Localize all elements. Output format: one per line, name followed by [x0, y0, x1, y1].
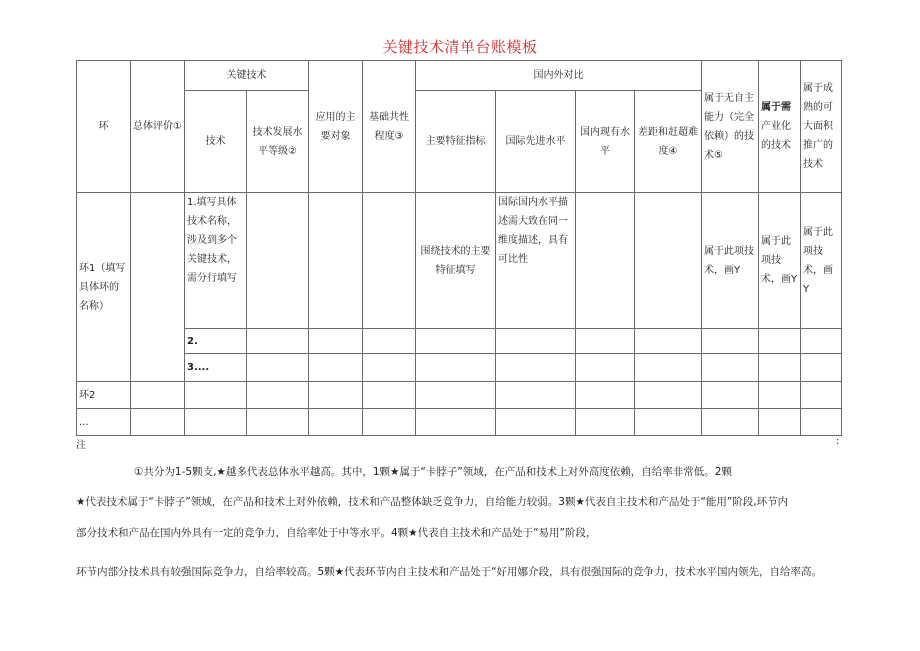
- cell-empty: [309, 329, 363, 354]
- cell-empty: [759, 409, 801, 436]
- cell-empty: [635, 382, 702, 409]
- cell-empty: [759, 329, 801, 354]
- cell-link2: 环2: [77, 382, 131, 409]
- cell-empty: [496, 382, 576, 409]
- cell-empty: [759, 354, 801, 382]
- cell-empty: [496, 354, 576, 382]
- cell-empty: [576, 354, 635, 382]
- cell-empty: [309, 354, 363, 382]
- cell-empty: [363, 409, 416, 436]
- cell-empty: [363, 329, 416, 354]
- cell-empty: [363, 354, 416, 382]
- cell-empty: [185, 409, 247, 436]
- header-row-1: [77, 61, 842, 91]
- cell-empty: [247, 329, 309, 354]
- cell-link1-name: 环1（填写具体环的名称）: [77, 193, 131, 382]
- note-paragraph-1: ①共分为1-5颗支,★越多代表总体水平越高。其中，1颗★属于“卡脖子”领域，在产品和技术上对外高度依赖，自给率非常低。2颗: [134, 466, 732, 478]
- cell-empty: [416, 409, 496, 436]
- cell-mark-mature: 属于此项技术，画Y: [801, 193, 842, 329]
- header-tech-level: 技术发展水平等级②: [247, 91, 309, 193]
- cell-empty: [702, 329, 759, 354]
- cell-empty: [363, 382, 416, 409]
- table-row-link2: [77, 382, 842, 409]
- header-gap-difficulty: 差距和赶超难度④: [635, 91, 702, 193]
- header-mature-promotion: 属于成熟的可大面积推广的技术: [801, 61, 842, 193]
- notes-label: 注: [76, 440, 86, 451]
- table-row-tech2: [77, 329, 842, 354]
- header-link: 环: [77, 61, 131, 193]
- cell-empty: [576, 382, 635, 409]
- cell-empty: [309, 193, 363, 329]
- cell-empty: [576, 409, 635, 436]
- cell-empty: [416, 382, 496, 409]
- cell-intl-level-fill: 国际国内水平描述需大致在同一维度描述，具有可比性: [496, 193, 576, 329]
- cell-empty: [496, 409, 576, 436]
- cell-empty: [416, 354, 496, 382]
- header-need-industrialization: [759, 61, 801, 193]
- note-paragraph-4: 环节内部分技术具有较强国际竞争力，自给率较高。5颗★代表环节内自主技术和产品处于“好用娜介段，具有很强国际的竞争力，技术水平国内领先，自给率高。: [76, 566, 823, 578]
- cell-empty: [247, 382, 309, 409]
- cell-empty: [702, 409, 759, 436]
- cell-empty: [131, 409, 185, 436]
- cell-empty: [576, 329, 635, 354]
- cell-empty: [702, 354, 759, 382]
- note-paragraph-2: ★代表技术属于“卡脖子”领域，在产品和技术上对外依赖，技术和产品整体缺乏竞争力，自给能力较弱。3颗★代表自主技术和产品处于“能用”阶段,环节内: [76, 496, 789, 508]
- cell-empty: [635, 354, 702, 382]
- cell-main-indicator-fill: 围绕技术的主要特征填写: [416, 193, 496, 329]
- header-need-industrialization-bold: 属于需: [761, 102, 791, 113]
- cell-tech1-description: 1.填写具体技术名称，涉及到多个关键技术，需分行填写: [185, 193, 247, 329]
- header-overall-evaluation: 总体评价①: [131, 61, 185, 193]
- notes-colon: :: [836, 436, 840, 447]
- cell-empty: [416, 329, 496, 354]
- table-row-link1-tech1: [77, 193, 842, 329]
- cell-mark-need-industrial: 属于此项技术，画Y: [759, 193, 801, 329]
- note-paragraph-3: 部分技术和产品在国内外具有一定的竞争力，自给率处于中等水平。4颗★代表自主技术和产品处于“易用”阶段，: [76, 527, 597, 539]
- header-application-target: 应用的主要对象: [309, 61, 363, 193]
- cell-mark-no-self: 属于此项技术，画Y: [702, 193, 759, 329]
- cell-empty: [759, 382, 801, 409]
- cell-empty: [801, 382, 842, 409]
- cell-tech2: 2.: [185, 329, 247, 354]
- cell-empty: [131, 193, 185, 382]
- cell-empty: [247, 409, 309, 436]
- document-title: 关键技术清单台账模板: [382, 38, 538, 56]
- cell-empty: [185, 382, 247, 409]
- cell-empty: [247, 354, 309, 382]
- header-technology: 技术: [185, 91, 247, 193]
- cell-empty: [801, 354, 842, 382]
- cell-empty: [801, 409, 842, 436]
- cell-empty: [496, 329, 576, 354]
- header-key-technology-group: 关键技术: [185, 61, 309, 91]
- cell-empty: [635, 409, 702, 436]
- header-intl-advanced: 国际先进水平: [496, 91, 576, 193]
- cell-empty: [247, 193, 309, 329]
- header-need-industrialization-rest: 产业化的技术: [761, 121, 791, 151]
- cell-empty: [702, 382, 759, 409]
- header-basic-commonality: 基础共性程度③: [363, 61, 416, 193]
- header-main-indicator: 主要特征指标: [416, 91, 496, 193]
- cell-empty: [131, 382, 185, 409]
- header-domestic-level: 国内现有水平: [576, 91, 635, 193]
- cell-empty: [635, 329, 702, 354]
- header-domestic-foreign-comparison: 国内外对比: [416, 61, 702, 91]
- cell-empty: [635, 193, 702, 329]
- cell-empty: [363, 193, 416, 329]
- header-no-self-capability: 属于无自主能力（完全依赖）的技术⑤: [702, 61, 759, 193]
- table-row-more: [77, 409, 842, 436]
- cell-more: ...: [77, 409, 131, 436]
- key-technology-ledger-table: [76, 60, 842, 436]
- cell-empty: [309, 409, 363, 436]
- table-row-tech3: [77, 354, 842, 382]
- cell-empty: [309, 382, 363, 409]
- cell-tech3: 3....: [185, 354, 247, 382]
- cell-empty: [801, 329, 842, 354]
- cell-empty: [576, 193, 635, 329]
